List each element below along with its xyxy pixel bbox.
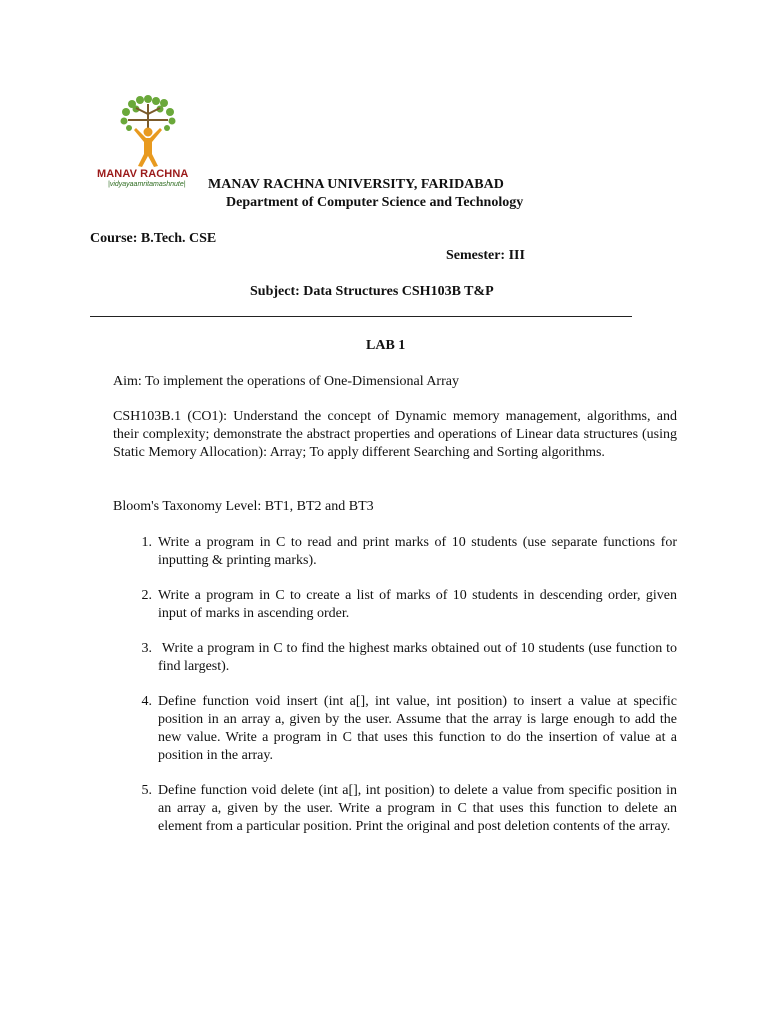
question-text: Write a program in C to find the highest marks obtained out of 10 students (use function to find largest).	[158, 641, 681, 674]
question-text: Define function void insert (int a[], int value, int position) to insert a value at specific position in an array a, given by the user. Assume that the array is large enough to add the new value. Write a program in C that uses this function to do the insertion of value at a position in the array.	[158, 694, 677, 763]
question-item	[130, 782, 677, 836]
question-text: Define function void delete (int a[], int position) to delete a value from specific position in an array a, given by the user. Write a program in C that uses this function to delete an element from a particular position. Print the original and post deletion contents of the array.	[158, 783, 677, 834]
question-number: 2.	[141, 588, 152, 603]
logo-tagline-text: |vidyayaamritamashnute|	[108, 181, 186, 188]
question-item	[130, 587, 677, 623]
semester-label: Semester: III	[446, 248, 525, 263]
course-outcome-text: CSH103B.1 (CO1): Understand the concept of Dynamic memory management, algorithms, and their complexity; demonstrate the abstract properties and operations of Linear data structures (using Static Memory Allocation): Array; To apply different Searching and Sorting algorithms.	[113, 409, 677, 460]
lab-title: LAB 1	[366, 338, 406, 353]
course-label: Course: B.Tech. CSE	[90, 231, 217, 246]
department-title: Department of Computer Science and Technology	[226, 195, 524, 210]
question-item	[130, 640, 681, 676]
subject-label: Subject: Data Structures CSH103B T&P	[250, 284, 494, 299]
logo-brand-text: MANAV RACHNA	[97, 168, 189, 180]
question-item	[130, 693, 677, 765]
question-number: 5.	[141, 783, 152, 798]
question-text: Write a program in C to create a list of marks of 10 students in descending order, given input of marks in ascending order.	[158, 588, 677, 621]
university-title: MANAV RACHNA UNIVERSITY, FARIDABAD	[208, 177, 504, 192]
blooms-taxonomy-text: Bloom's Taxonomy Level: BT1, BT2 and BT3	[113, 499, 374, 514]
aim-text: Aim: To implement the operations of One-Dimensional Array	[113, 374, 459, 389]
question-number: 3.	[141, 641, 152, 656]
question-number: 1.	[141, 535, 152, 550]
question-item	[130, 534, 677, 570]
header-divider	[90, 316, 632, 317]
question-number: 4.	[141, 694, 152, 709]
question-text: Write a program in C to read and print marks of 10 students (use separate functions for inputting & printing marks).	[158, 535, 677, 568]
